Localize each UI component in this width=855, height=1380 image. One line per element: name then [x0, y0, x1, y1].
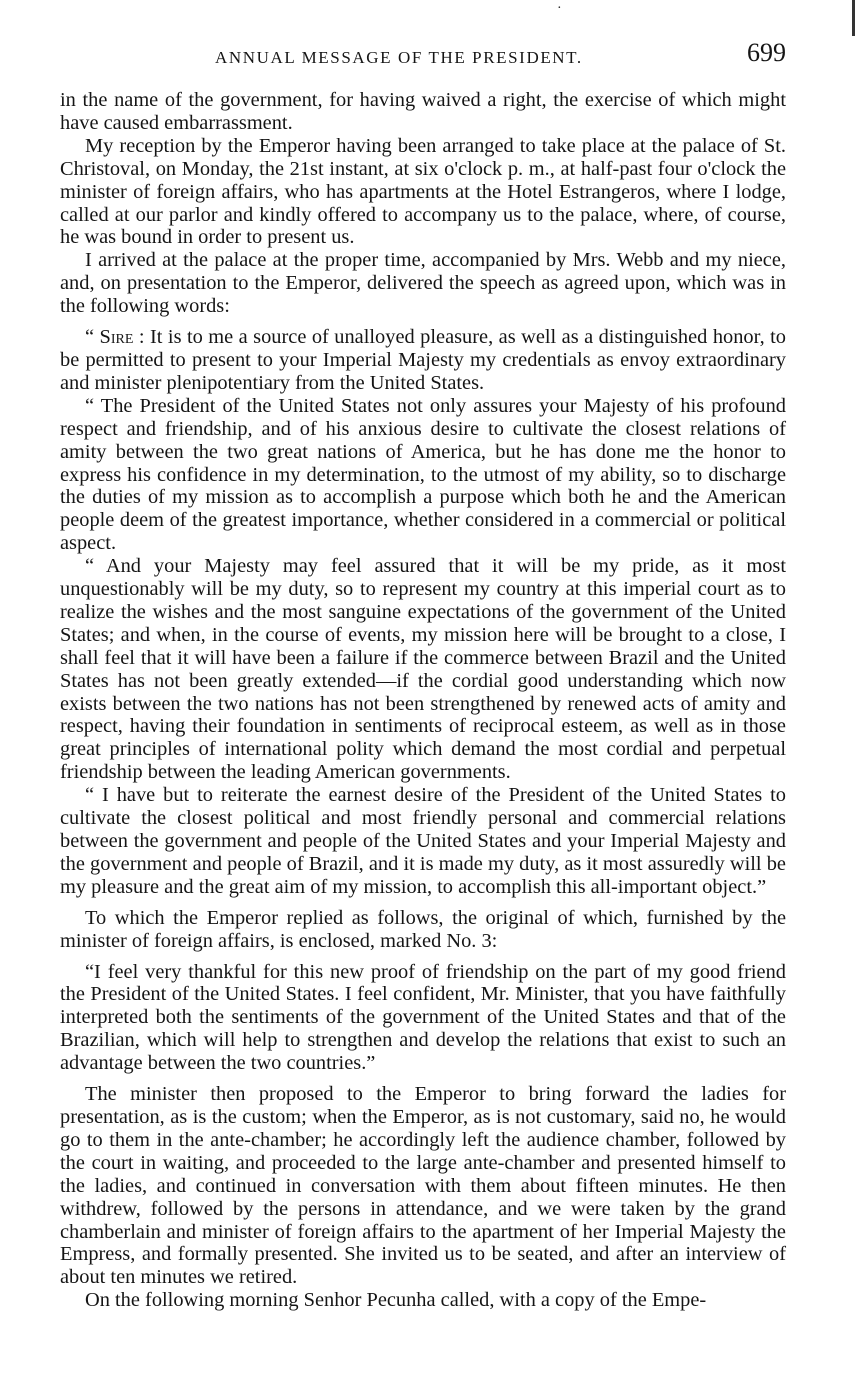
top-print-mark: · — [557, 1, 562, 16]
running-title: ANNUAL MESSAGE OF THE PRESIDENT. — [215, 48, 583, 67]
salutation: “ Sire : — [85, 326, 145, 349]
speech-paragraph-assurance: “ And your Majesty may feel assured that it will be my pride, as it most unquestionably will be my duty, so to represent my country at this imperial court as to realize the wishes and the most sanguine expectations of the government of the United States; and when, in the course of events, my mission here will be brought to a close, I shall feel that it will have been a failure if the commerce between Brazil and the United States has not been greatly extended—if the cordial good understanding which now exists between the two nations has not been strengthened by renewed acts of amity and respect, having their foundation in sentiments of reciprocal esteem, as well as in those great principles of international polity which demand the most cordial and perpetual friendship between the leading American governments. — [60, 555, 786, 784]
page-header — [60, 36, 786, 76]
speech-paragraph-closing: “ I have but to reiterate the earnest desire of the President of the United States to cultivate the closest political and most friendly personal and commercial relations between the government and people of the United States and your Imperial Majesty and the government and people of Brazil, and it is made my duty, as it most assuredly will be my pleasure and the great aim of my mission, to accomplish this all-important object.” — [60, 784, 786, 898]
speech-paragraph-president: “ The President of the United States not only assures your Majesty of his profound respect and friendship, and of his anxious desire to cultivate the closest relations of amity between the two great nations of America, but he has done me the honor to express his confidence in my determination, to the utmost of my ability, so to discharge the duties of my mission as to accomplish a purpose which both he and the American people deem of the greatest importance, whether considered in a commercial or political aspect. — [60, 394, 786, 555]
body-text — [60, 89, 786, 1312]
paragraph-following-morning: On the following morning Senhor Pecunha called, with a copy of the Empe- — [85, 1289, 707, 1312]
page-number: 699 — [747, 38, 786, 67]
paragraph-emperor-reply-intro: To which the Emperor replied as follows, the original of which, furnished by the minister of foreign affairs, is enclosed, marked No. 3: — [60, 906, 786, 952]
speech-paragraph-opening — [60, 326, 786, 395]
emperor-reply: “I feel very thankful for this new proof of friendship on the part of my good friend the President of the United States. I feel confident, Mr. Minister, that you have faithfully interpreted both the sentiments of the government of the United States and that of the Brazilian, which will help to strengthen and develop the relations that exist to such an advantage between the two countries.” — [60, 960, 786, 1075]
speech-opening-text: It is to me a source of unalloyed pleasure, as well as a distinguished honor, to be permitted to present to your Imperial Majesty my credentials as envoy extraordinary and minister plenipotentiary from the United States. — [60, 326, 786, 394]
paragraph-presentation: The minister then proposed to the Emperor to bring forward the ladies for presentation, as is the custom; when the Emperor, as is not customary, said no, he would go to them in the ante-chamber; he accordingly left the audience chamber, followed by the court in waiting, and proceeded to the large ante-chamber and presented himself to the ladies, and continued in conversation with them about fifteen minutes. He then withdrew, followed by the persons in attendance, and we were taken by the grand chamberlain and minister of foreign affairs to the apartment of her Imperial Majesty the Empress, and formally presented. She invited us to be seated, and after an interview of about ten minutes we retired. — [60, 1083, 786, 1289]
paragraph-reception: My reception by the Emperor having been arranged to take place at the palace of St. Christoval, on Monday, the 21st instant, at six o'clock p. m., at half-past four o'clock the minister of foreign affairs, who has apartments at the Hotel Estrangeros, where I lodge, called at our parlor and kindly offered to accompany us to the palace, where, of course, he was bound in order to present us. — [60, 134, 786, 249]
paragraph-continued: in the name of the government, for having waived a right, the exercise of which might have caused embarrassment. — [60, 89, 786, 134]
paragraph-arrival: I arrived at the palace at the proper time, accompanied by Mrs. Webb and my niece, and, on presentation to the Emperor, delivered the speech as agreed upon, which was in the following words: — [60, 249, 786, 318]
